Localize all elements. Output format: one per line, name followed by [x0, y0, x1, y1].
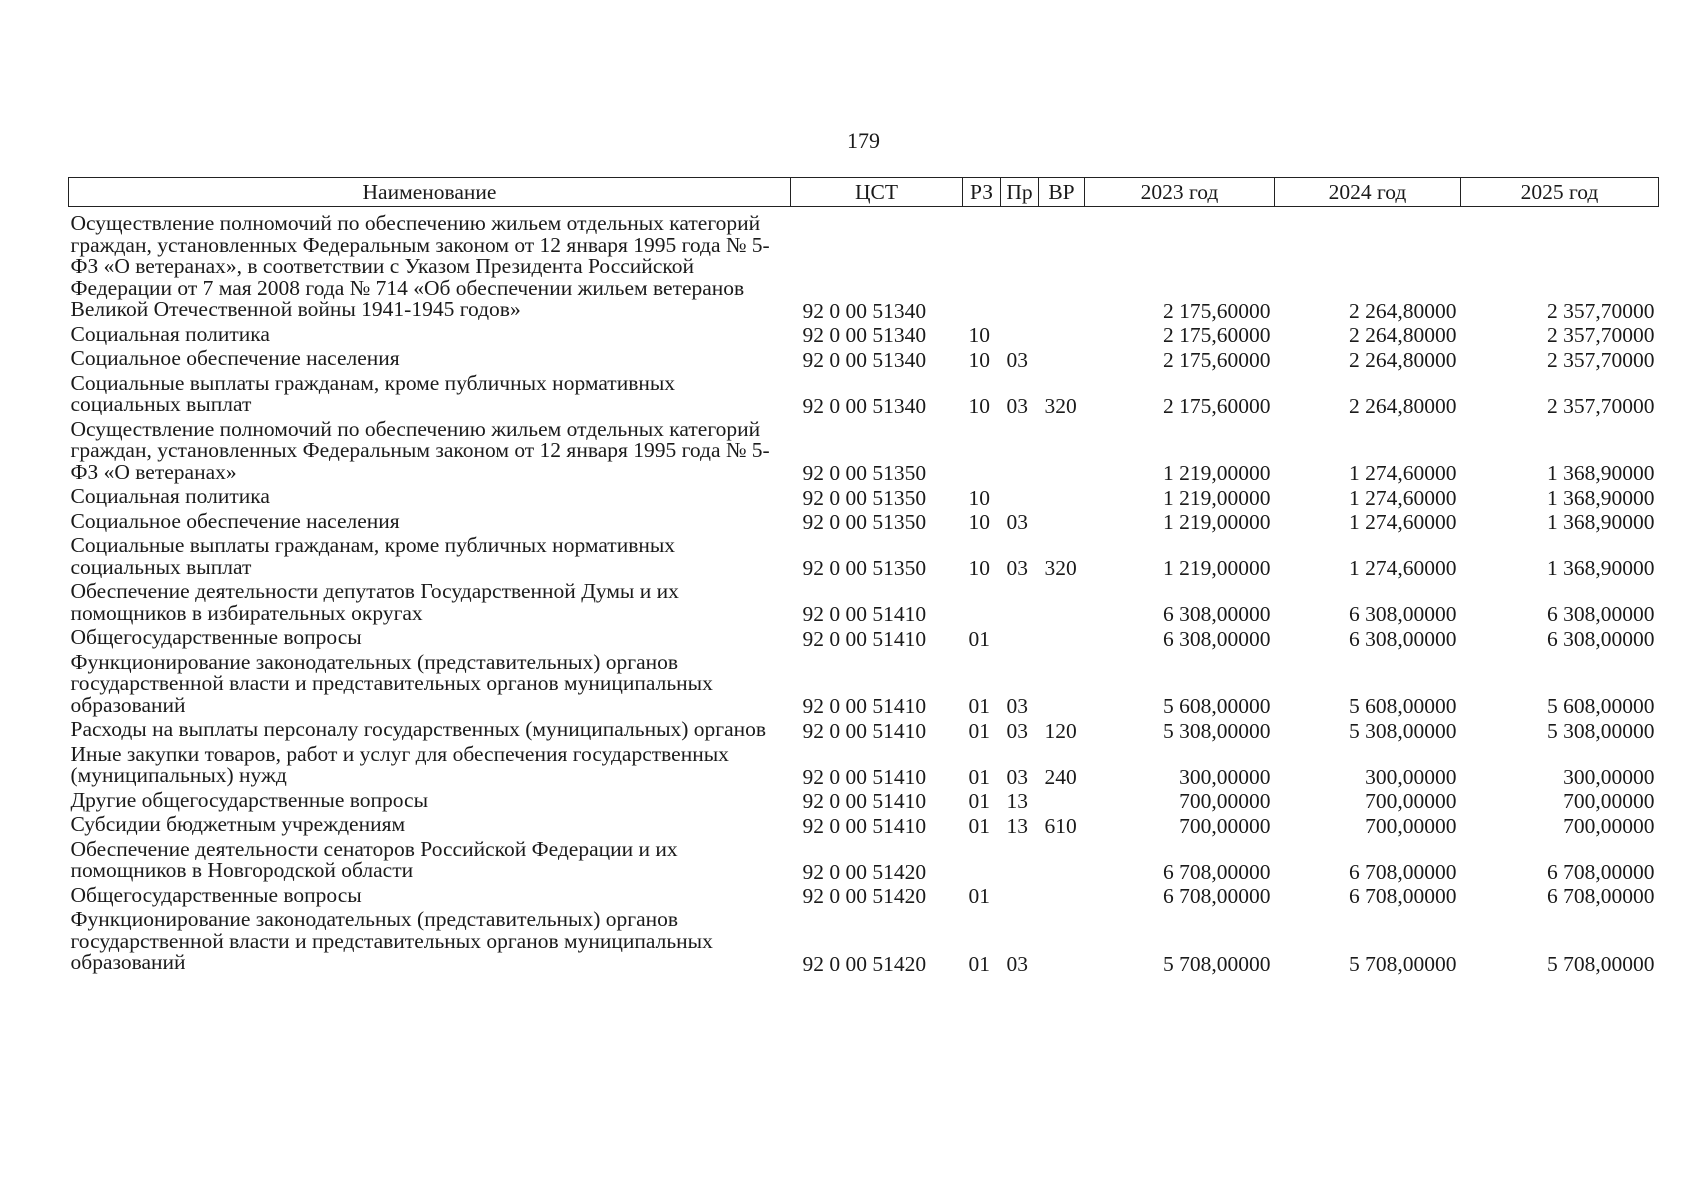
cell-y2024: 700,00000: [1365, 789, 1457, 813]
cell-y2024: 1 274,60000: [1349, 461, 1457, 485]
cell-y2023: 2 175,60000: [1163, 393, 1271, 418]
cell-name: Функционирование законодательных (представительных) органов государственной власти и представительных органов муниципальных образований: [70, 649, 713, 717]
cell-y2024: 5 708,00000: [1349, 951, 1457, 976]
cell-vr: [1039, 417, 1085, 485]
cell-y2023: 700,00000: [1179, 789, 1271, 813]
cell-rz: 01: [968, 813, 990, 838]
cell-y2024: 300,00000: [1365, 764, 1457, 789]
table-row: [69, 625, 1659, 650]
cell-y2025: 1 368,90000: [1547, 556, 1655, 580]
table-row: [69, 322, 1659, 347]
table-row: [69, 417, 1659, 485]
cell-y2023: 1 219,00000: [1163, 510, 1271, 534]
cell-pr: [1001, 417, 1039, 485]
cell-vr: 320: [1044, 556, 1077, 580]
cell-rz: 01: [968, 884, 990, 908]
cell-y2023: 6 308,00000: [1163, 626, 1271, 651]
header-vr: ВР: [1039, 178, 1085, 207]
cell-cst: 92 0 00 51410: [802, 764, 927, 789]
cell-vr: [1039, 579, 1085, 625]
cell-pr: [1001, 322, 1039, 347]
table-row: [69, 742, 1659, 788]
page-number: 179: [847, 128, 880, 153]
cell-cst: 92 0 00 51340: [802, 393, 927, 418]
cell-y2024: 2 264,80000: [1349, 347, 1457, 372]
cell-y2023: 2 175,60000: [1163, 323, 1271, 347]
cell-name: Расходы на выплаты персоналу государственных (муниципальных) органов: [70, 717, 767, 741]
table-row: [69, 346, 1659, 371]
cell-y2024: 5 308,00000: [1349, 718, 1457, 743]
cell-y2024: 1 274,60000: [1349, 556, 1457, 580]
cell-pr: 03: [1006, 393, 1028, 418]
table-row: [69, 788, 1659, 813]
cell-name: Социальная политика: [70, 484, 270, 508]
cell-pr: [1001, 484, 1039, 509]
cell-rz: [963, 837, 1001, 883]
cell-y2025: 6 308,00000: [1547, 602, 1655, 626]
cell-y2024: 6 708,00000: [1349, 859, 1457, 884]
cell-pr: 03: [1006, 718, 1028, 743]
table-row: [69, 509, 1659, 534]
header-rz: РЗ: [963, 178, 1001, 207]
cell-cst: 92 0 00 51350: [802, 510, 927, 534]
cell-y2025: 6 708,00000: [1547, 884, 1655, 908]
header-2023: 2023 год: [1085, 178, 1275, 207]
cell-vr: [1039, 484, 1085, 509]
cell-name: Социальное обеспечение населения: [70, 346, 400, 370]
cell-y2023: 5 308,00000: [1163, 718, 1271, 743]
cell-cst: 92 0 00 51340: [802, 323, 927, 347]
cell-cst: 92 0 00 51410: [802, 718, 927, 743]
header-2025: 2025 год: [1461, 178, 1659, 207]
header-pr: Пр: [1001, 178, 1039, 207]
cell-y2023: 6 308,00000: [1163, 602, 1271, 626]
cell-y2023: 700,00000: [1179, 813, 1271, 838]
cell-cst: 92 0 00 51410: [802, 694, 927, 718]
table-row: [69, 883, 1659, 908]
cell-pr: 03: [1006, 556, 1028, 580]
cell-name: Другие общегосударственные вопросы: [70, 787, 429, 812]
cell-vr: [1039, 211, 1085, 322]
cell-rz: 10: [968, 485, 990, 510]
cell-name: Иные закупки товаров, работ и услуг для обеспечения государственных (муниципальных) нужд: [70, 741, 729, 787]
cell-y2023: 6 708,00000: [1163, 884, 1271, 908]
cell-cst: 92 0 00 51350: [802, 485, 927, 510]
cell-rz: 10: [968, 347, 990, 372]
cell-y2024: 6 308,00000: [1349, 602, 1457, 626]
cell-y2024: 700,00000: [1365, 813, 1457, 838]
table-row: [69, 907, 1659, 975]
cell-y2025: 700,00000: [1563, 789, 1655, 813]
cell-y2023: 1 219,00000: [1163, 485, 1271, 510]
cell-y2023: 2 175,60000: [1163, 347, 1271, 372]
cell-y2024: 1 274,60000: [1349, 510, 1457, 534]
cell-name: Социальные выплаты гражданам, кроме публичных нормативных социальных выплат: [70, 370, 676, 416]
budget-table: [68, 177, 1659, 975]
cell-y2024: 6 708,00000: [1349, 884, 1457, 908]
cell-name: Обеспечение деятельности сенаторов Российской Федерации и их помощников в Новгородской области: [70, 836, 678, 882]
table-body: [69, 207, 1659, 975]
cell-y2023: 2 175,60000: [1163, 298, 1271, 323]
cell-y2025: 1 368,90000: [1547, 510, 1655, 534]
cell-pr: [1001, 625, 1039, 650]
cell-vr: [1039, 650, 1085, 718]
table-row: [69, 837, 1659, 883]
cell-y2024: 6 308,00000: [1349, 626, 1457, 651]
cell-name: Общегосударственные вопросы: [70, 625, 362, 649]
cell-vr: 120: [1044, 718, 1077, 743]
cell-pr: 03: [1006, 694, 1028, 718]
cell-y2025: 2 357,70000: [1547, 393, 1655, 418]
cell-name: Обеспечение деятельности депутатов Государственной Думы и их помощников в избирательных округах: [70, 579, 679, 625]
cell-name: Осуществление полномочий по обеспечению жильем отдельных категорий граждан, установленных Федеральным законом от 12 января 1995 года № 5-ФЗ «О ветеранах»: [70, 416, 770, 484]
cell-y2025: 5 608,00000: [1547, 694, 1655, 718]
cell-cst: 92 0 00 51340: [802, 347, 927, 372]
cell-y2025: 6 708,00000: [1547, 859, 1655, 884]
table-row: [69, 717, 1659, 742]
cell-y2025: 5 708,00000: [1547, 951, 1655, 976]
header-name: Наименование: [69, 178, 791, 207]
cell-cst: 92 0 00 51340: [802, 298, 927, 323]
cell-vr: [1039, 625, 1085, 650]
cell-name: Социальная политика: [70, 321, 270, 346]
cell-y2025: 6 308,00000: [1547, 626, 1655, 651]
cell-y2024: 1 274,60000: [1349, 485, 1457, 510]
cell-name: Осуществление полномочий по обеспечению жильем отдельных категорий граждан, установленных Федеральным законом от 12 января 1995 года № 5-ФЗ «О ветеранах», в соответствии с Указом Президента Российской Федерации от 7 мая 2008 года № 714 «Об обеспечении жильем ветеранов Великой Отечественной войны 1941-1945 годов»: [70, 211, 770, 321]
cell-cst: 92 0 00 51410: [802, 626, 927, 651]
cell-name: Функционирование законодательных (представительных) органов государственной власти и представительных органов муниципальных образований: [70, 907, 713, 974]
cell-cst: 92 0 00 51410: [802, 813, 927, 838]
cell-rz: 01: [968, 626, 990, 651]
table-row: [69, 371, 1659, 417]
cell-name: Общегосударственные вопросы: [70, 882, 362, 907]
cell-y2023: 300,00000: [1179, 764, 1271, 789]
cell-y2025: 700,00000: [1563, 813, 1655, 838]
cell-vr: 610: [1044, 813, 1077, 838]
table-row: [69, 579, 1659, 625]
table-row: [69, 533, 1659, 579]
cell-cst: 92 0 00 51420: [802, 859, 927, 884]
cell-cst: 92 0 00 51350: [802, 461, 927, 485]
cell-pr: [1001, 837, 1039, 883]
cell-rz: 01: [968, 789, 990, 813]
cell-vr: 320: [1044, 393, 1077, 418]
cell-y2024: 5 608,00000: [1349, 694, 1457, 718]
cell-cst: 92 0 00 51350: [802, 556, 927, 580]
cell-pr: [1001, 579, 1039, 625]
cell-y2025: 5 308,00000: [1547, 718, 1655, 743]
table-row: [69, 650, 1659, 718]
cell-pr: 03: [1006, 951, 1028, 976]
cell-pr: 03: [1006, 347, 1028, 372]
cell-pr: 03: [1006, 510, 1028, 534]
cell-y2025: 2 357,70000: [1547, 298, 1655, 323]
cell-y2023: 5 608,00000: [1163, 694, 1271, 718]
cell-vr: 240: [1044, 764, 1077, 789]
cell-vr: [1039, 346, 1085, 371]
cell-y2025: 1 368,90000: [1547, 485, 1655, 510]
cell-vr: [1039, 788, 1085, 813]
cell-y2024: 2 264,80000: [1349, 298, 1457, 323]
header-cst: ЦСТ: [791, 178, 963, 207]
cell-rz: 01: [968, 951, 990, 976]
table-header: [69, 178, 1659, 207]
cell-vr: [1039, 907, 1085, 975]
cell-pr: 13: [1006, 813, 1028, 838]
cell-rz: 10: [968, 323, 990, 347]
cell-rz: 01: [968, 694, 990, 718]
cell-y2025: 2 357,70000: [1547, 323, 1655, 347]
cell-cst: 92 0 00 51410: [802, 602, 927, 626]
cell-y2025: 1 368,90000: [1547, 461, 1655, 485]
cell-pr: [1001, 883, 1039, 908]
cell-y2023: 5 708,00000: [1163, 951, 1271, 976]
cell-rz: 01: [968, 764, 990, 789]
table-row: [69, 211, 1659, 322]
cell-rz: [963, 579, 1001, 625]
cell-y2024: 2 264,80000: [1349, 393, 1457, 418]
cell-y2025: 300,00000: [1563, 764, 1655, 789]
cell-vr: [1039, 322, 1085, 347]
cell-rz: [963, 211, 1001, 322]
cell-y2025: 2 357,70000: [1547, 347, 1655, 372]
cell-cst: 92 0 00 51410: [802, 789, 927, 813]
table-row: [69, 484, 1659, 509]
cell-y2024: 2 264,80000: [1349, 323, 1457, 347]
cell-vr: [1039, 509, 1085, 534]
cell-rz: 10: [968, 510, 990, 534]
cell-pr: [1001, 211, 1039, 322]
cell-name: Социальное обеспечение населения: [70, 508, 400, 533]
cell-rz: [963, 417, 1001, 485]
cell-y2023: 1 219,00000: [1163, 556, 1271, 580]
cell-cst: 92 0 00 51420: [802, 884, 927, 908]
table-row: [69, 812, 1659, 837]
cell-rz: 10: [968, 393, 990, 418]
cell-vr: [1039, 883, 1085, 908]
header-2024: 2024 год: [1275, 178, 1461, 207]
cell-rz: 10: [968, 556, 990, 580]
cell-name: Субсидии бюджетным учреждениям: [70, 812, 406, 836]
cell-pr: 13: [1006, 789, 1028, 813]
cell-cst: 92 0 00 51420: [802, 951, 927, 976]
cell-vr: [1039, 837, 1085, 883]
cell-y2023: 6 708,00000: [1163, 859, 1271, 884]
cell-pr: 03: [1006, 764, 1028, 789]
cell-name: Социальные выплаты гражданам, кроме публичных нормативных социальных выплат: [70, 533, 676, 579]
cell-rz: 01: [968, 718, 990, 743]
cell-y2023: 1 219,00000: [1163, 461, 1271, 485]
